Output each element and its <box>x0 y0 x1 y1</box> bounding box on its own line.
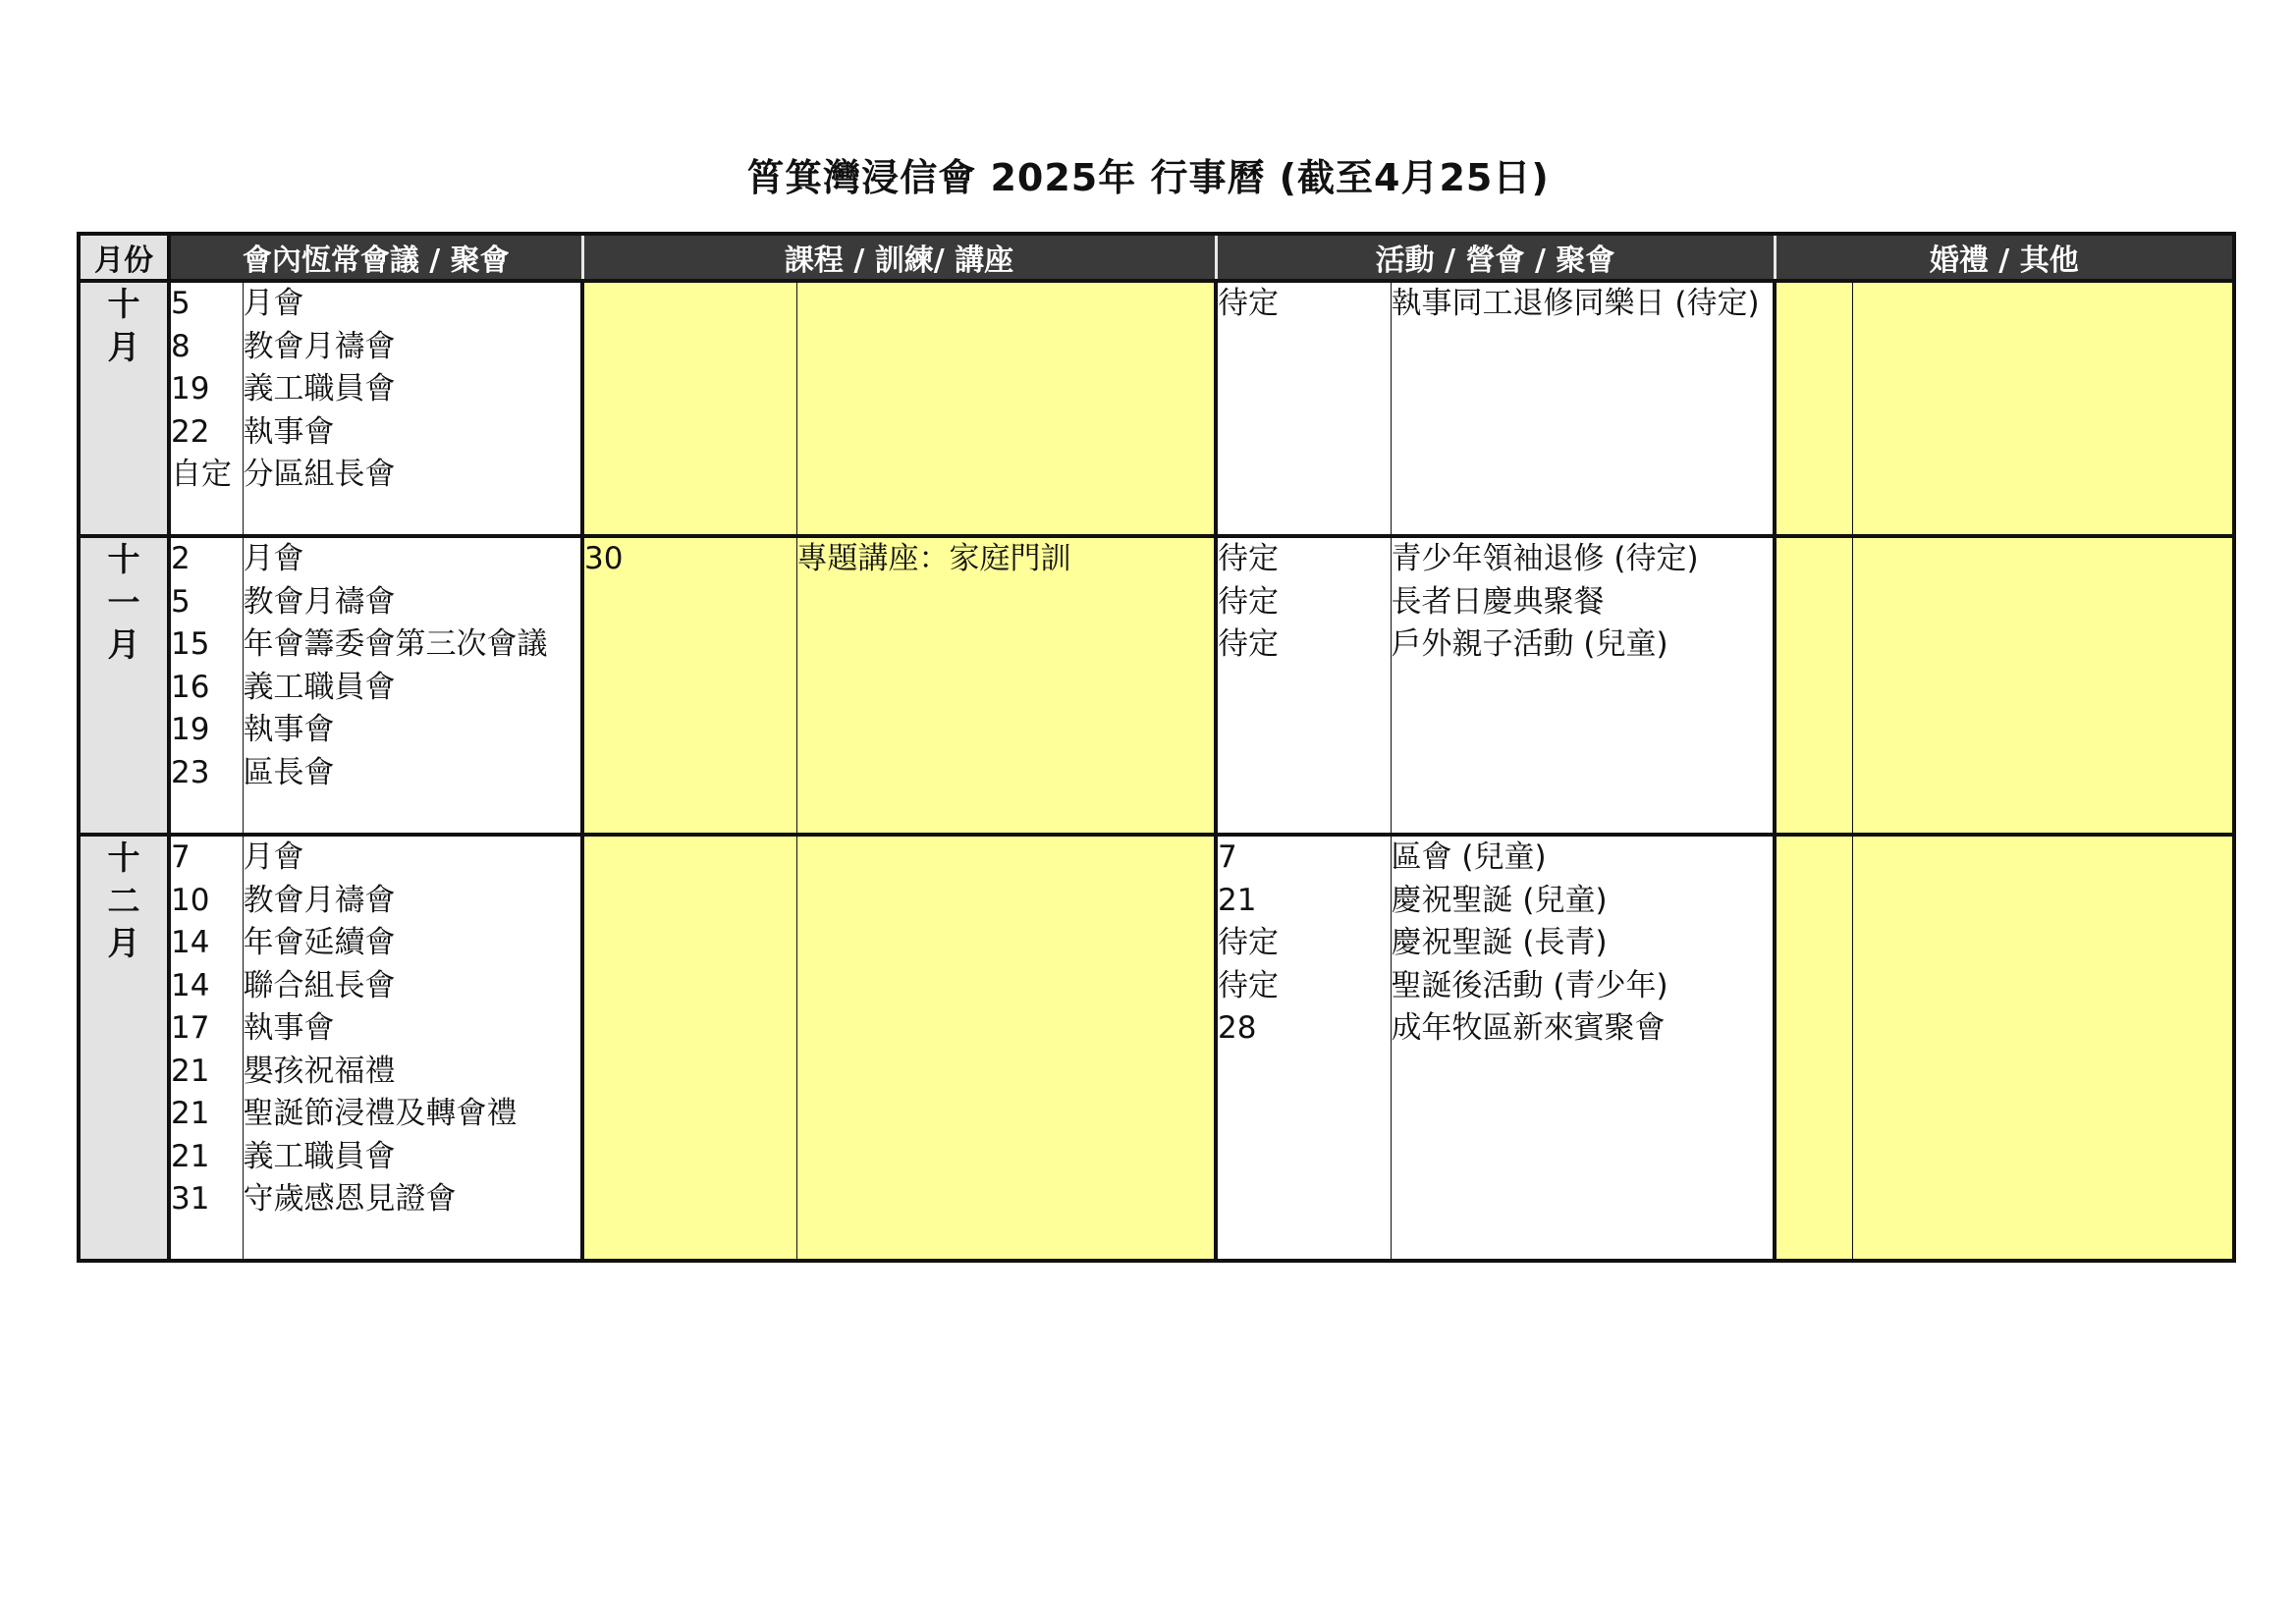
regular-date: 21 <box>171 1138 210 1174</box>
regular-event: 義工職員會 <box>243 669 396 705</box>
activity-event: 長者日慶典聚餐 <box>1391 583 1605 620</box>
regular-date: 19 <box>171 371 210 406</box>
course-events <box>796 281 1216 536</box>
regular-date: 15 <box>171 626 210 662</box>
activity-dates <box>1216 835 1391 1261</box>
month-label: 十 月 <box>79 281 169 536</box>
month-row-november <box>79 536 2234 835</box>
calendar-table <box>77 232 2236 1263</box>
page-title: 筲箕灣浸信會 2025年 行事曆 (截至4月25日) <box>746 156 1550 199</box>
header-courses: 課程 / 訓練/ 講座 <box>582 234 1216 281</box>
course-events <box>796 835 1216 1261</box>
activity-dates <box>1216 536 1391 835</box>
wedding-events <box>1852 835 2234 1261</box>
regular-event: 執事會 <box>243 1010 335 1046</box>
regular-event: 義工職員會 <box>243 371 396 406</box>
regular-dates <box>169 281 243 536</box>
regular-date: 10 <box>171 882 210 918</box>
activity-date: 待定 <box>1218 541 1280 576</box>
header-wedding: 婚禮 / 其他 <box>1775 234 2234 281</box>
activity-date: 7 <box>1218 839 1237 875</box>
header-row <box>79 234 2234 281</box>
activity-date: 待定 <box>1218 286 1280 321</box>
header-regular: 會內恆常會議 / 聚會 <box>169 234 582 281</box>
activity-events <box>1391 835 1775 1261</box>
regular-event: 區長會 <box>243 754 335 790</box>
regular-date: 22 <box>171 413 210 450</box>
activity-events <box>1391 281 1775 536</box>
regular-event: 分區組長會 <box>243 457 396 492</box>
wedding-dates <box>1775 536 1852 835</box>
course-dates <box>582 835 796 1261</box>
course-dates <box>582 536 796 835</box>
regular-date: 7 <box>171 839 191 875</box>
regular-event: 教會月禱會 <box>243 328 396 364</box>
regular-event: 年會延續會 <box>243 925 396 960</box>
activity-events <box>1391 536 1775 835</box>
activity-event: 區會 (兒童) <box>1391 839 1547 875</box>
header-month: 月份 <box>79 234 169 281</box>
regular-event: 月會 <box>243 541 304 576</box>
regular-date: 8 <box>171 328 191 364</box>
regular-event: 聯合組長會 <box>243 967 396 1003</box>
regular-events <box>243 281 582 536</box>
regular-event: 嬰孩祝福禮 <box>243 1053 396 1089</box>
activity-event: 聖誕後活動 (青少年) <box>1391 967 1668 1003</box>
regular-event: 月會 <box>243 839 304 875</box>
wedding-events <box>1852 536 2234 835</box>
regular-events <box>243 835 582 1261</box>
activity-event: 青少年領袖退修 (待定) <box>1391 541 1699 576</box>
course-dates <box>582 281 796 536</box>
regular-date: 5 <box>171 286 191 321</box>
regular-dates <box>169 536 243 835</box>
month-label: 十 二 月 <box>79 835 169 1261</box>
regular-date: 5 <box>171 583 191 620</box>
regular-date: 21 <box>171 1096 210 1131</box>
activity-event: 戶外親子活動 (兒童) <box>1391 626 1668 662</box>
regular-event: 聖誕節浸禮及轉會禮 <box>243 1096 518 1131</box>
activity-date: 28 <box>1218 1010 1257 1046</box>
activity-date: 21 <box>1218 882 1257 918</box>
activity-event: 執事同工退修同樂日 (待定) <box>1391 286 1760 321</box>
wedding-dates <box>1775 835 1852 1261</box>
regular-event: 執事會 <box>243 712 335 747</box>
regular-date: 17 <box>171 1010 210 1046</box>
regular-event: 月會 <box>243 286 304 321</box>
regular-date: 14 <box>171 925 210 960</box>
regular-date: 14 <box>171 967 210 1003</box>
regular-event: 年會籌委會第三次會議 <box>243 626 548 662</box>
activity-date: 待定 <box>1218 925 1280 960</box>
header-activities: 活動 / 營會 / 聚會 <box>1216 234 1775 281</box>
regular-dates <box>169 835 243 1261</box>
regular-date: 2 <box>171 541 191 576</box>
wedding-dates <box>1775 281 1852 536</box>
regular-date: 19 <box>171 712 210 747</box>
month-row-december <box>79 835 2234 1261</box>
activity-event: 慶祝聖誕 (兒童) <box>1391 882 1608 918</box>
course-date: 30 <box>584 541 624 576</box>
activity-date: 待定 <box>1218 626 1280 662</box>
regular-date: 16 <box>171 669 210 705</box>
regular-event: 執事會 <box>243 413 335 450</box>
activity-event: 成年牧區新來賓聚會 <box>1391 1010 1666 1046</box>
regular-event: 義工職員會 <box>243 1138 396 1174</box>
regular-events <box>243 536 582 835</box>
regular-date: 23 <box>171 754 210 790</box>
regular-date: 自定 <box>171 457 232 492</box>
activity-event: 慶祝聖誕 (長青) <box>1391 925 1608 960</box>
regular-date: 21 <box>171 1053 210 1089</box>
course-events <box>796 536 1216 835</box>
activity-date: 待定 <box>1218 583 1280 620</box>
regular-event: 守歲感恩見證會 <box>243 1181 457 1217</box>
wedding-events <box>1852 281 2234 536</box>
month-row-october <box>79 281 2234 536</box>
regular-date: 31 <box>171 1181 210 1217</box>
month-label: 十 一 月 <box>79 536 169 835</box>
course-event: 專題講座：家庭門訓 <box>796 541 1071 576</box>
activity-dates <box>1216 281 1391 536</box>
regular-event: 教會月禱會 <box>243 583 396 620</box>
activity-date: 待定 <box>1218 967 1280 1003</box>
regular-event: 教會月禱會 <box>243 882 396 918</box>
